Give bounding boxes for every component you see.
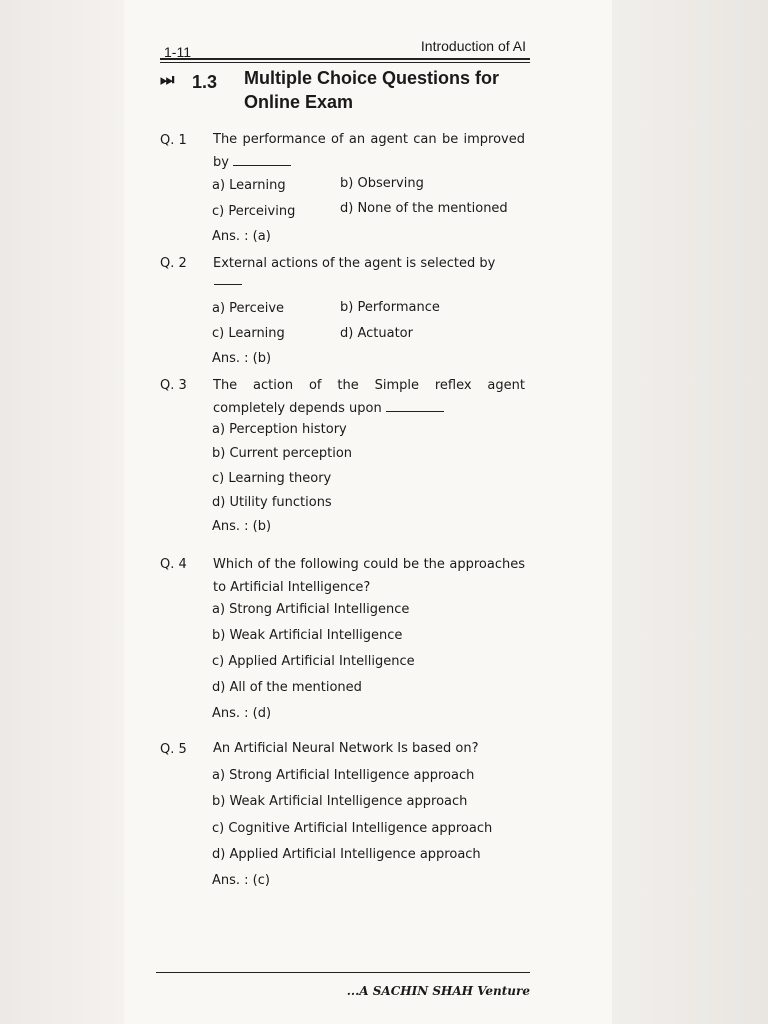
option-a: a) Perceive — [212, 301, 285, 316]
answer: Ans. : (b) — [212, 351, 272, 366]
option-c: c) Learning theory — [212, 471, 332, 486]
option-b: b) Observing — [340, 176, 424, 191]
option-c: c) Learning — [212, 326, 285, 341]
question-number: Q. 5 — [160, 742, 187, 757]
question-stem — [213, 128, 525, 174]
answer: Ans. : (c) — [212, 873, 270, 888]
page-header — [158, 38, 530, 58]
option-a: a) Strong Artificial Intelligence approach — [212, 768, 475, 783]
question-number: Q. 2 — [160, 256, 187, 271]
page-right-margin — [612, 0, 768, 1024]
option-c: c) Perceiving — [212, 204, 296, 219]
answer-blank — [214, 284, 242, 285]
header-rule — [160, 58, 530, 63]
option-d: d) All of the mentioned — [212, 680, 362, 695]
option-a: a) Perception history — [212, 422, 347, 437]
question-stem: Which of the following could be the approaches to Artificial Intelligence? — [213, 557, 525, 595]
question-number: Q. 4 — [160, 557, 187, 572]
answer-blank — [386, 401, 444, 412]
answer: Ans. : (b) — [212, 519, 272, 534]
answer-blank — [233, 155, 291, 166]
option-d: d) Actuator — [340, 326, 413, 341]
option-a: a) Strong Artificial Intelligence — [212, 602, 410, 617]
answer: Ans. : (d) — [212, 706, 272, 721]
page-number: 1-11 — [164, 44, 191, 60]
fast-forward-icon: ⏭ — [160, 72, 172, 89]
question-stem-text: The performance of an agent can be improved by — [213, 132, 525, 170]
option-b: b) Performance — [340, 300, 440, 315]
option-d: d) None of the mentioned — [340, 201, 508, 216]
option-b: b) Weak Artificial Intelligence — [212, 628, 403, 643]
option-d: d) Utility functions — [212, 495, 332, 510]
option-c: c) Cognitive Artificial Intelligence approach — [212, 821, 493, 836]
question-number: Q. 1 — [160, 133, 187, 148]
question-number: Q. 3 — [160, 378, 187, 393]
footer-rule — [156, 972, 530, 973]
chapter-title: Introduction of AI — [420, 38, 526, 54]
option-b: b) Weak Artificial Intelligence approach — [212, 794, 468, 809]
publisher-footer: ...A SACHIN SHAH Venture — [346, 984, 530, 998]
option-d: d) Applied Artificial Intelligence approach — [212, 847, 481, 862]
question-stem: An Artificial Neural Network Is based on? — [213, 741, 479, 756]
section-title: Multiple Choice Questions for Online Exam — [244, 68, 500, 112]
option-c: c) Applied Artificial Intelligence — [212, 654, 415, 669]
option-b: b) Current perception — [212, 446, 353, 461]
question-stem-text: The action of the Simple reflex agent completely depends upon — [213, 378, 525, 416]
page-left-margin — [0, 0, 124, 1024]
question-stem: External actions of the agent is selected by — [213, 256, 496, 271]
question-stem — [213, 374, 525, 420]
option-a: a) Learning — [212, 178, 286, 193]
answer: Ans. : (a) — [212, 229, 271, 244]
section-number: 1.3 — [192, 72, 218, 92]
